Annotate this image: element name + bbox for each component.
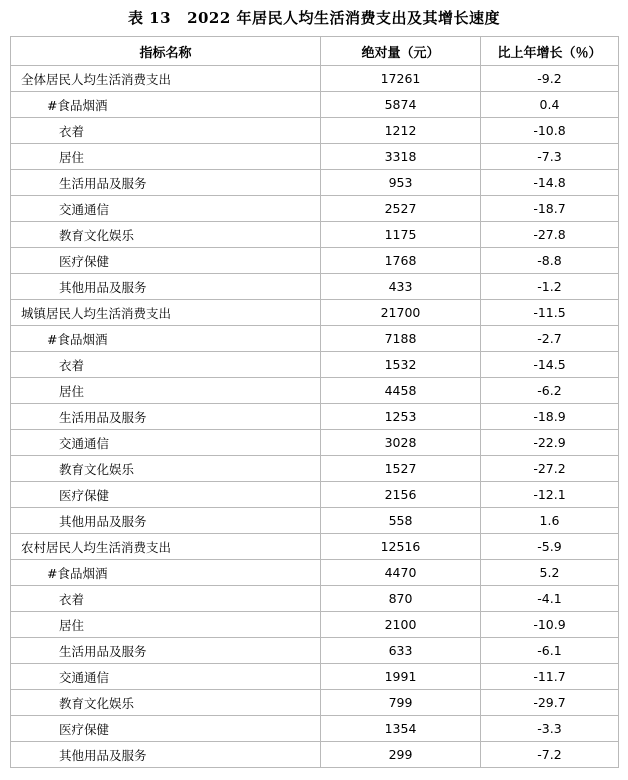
row-growth-value: -22.9 [481,430,619,456]
table-row [11,196,619,222]
table-row [11,664,619,690]
row-growth-value: -18.7 [481,196,619,222]
row-growth-value: -27.8 [481,222,619,248]
table-row [11,144,619,170]
table-row [11,638,619,664]
row-growth-value: -11.5 [481,300,619,326]
table-row [11,326,619,352]
table-title-text: 2022 年居民人均生活消费支出及其增长速度 [187,9,501,27]
row-growth-value: -9.2 [481,66,619,92]
row-growth-value: -14.5 [481,352,619,378]
table-row [11,248,619,274]
row-absolute-value: 5874 [321,92,481,118]
row-absolute-value: 2100 [321,612,481,638]
row-label: 医疗保健 [11,716,321,742]
row-absolute-value: 17261 [321,66,481,92]
page-title [0,0,628,36]
table-row [11,66,619,92]
row-absolute-value: 3318 [321,144,481,170]
row-label: 交通通信 [11,664,321,690]
row-absolute-value: 4470 [321,560,481,586]
table-row [11,404,619,430]
row-growth-value: -6.2 [481,378,619,404]
table-row [11,534,619,560]
row-label: 衣着 [11,118,321,144]
row-growth-value: -1.2 [481,274,619,300]
row-growth-value: -6.1 [481,638,619,664]
row-growth-value: -2.7 [481,326,619,352]
row-label: #食品烟酒 [11,560,321,586]
table-row [11,482,619,508]
row-label: 衣着 [11,586,321,612]
table-row [11,612,619,638]
row-absolute-value: 12516 [321,534,481,560]
row-absolute-value: 870 [321,586,481,612]
table-row [11,118,619,144]
row-label: 居住 [11,612,321,638]
row-label: 其他用品及服务 [11,508,321,534]
row-absolute-value: 299 [321,742,481,768]
table-row [11,352,619,378]
table-row [11,170,619,196]
table-row [11,300,619,326]
row-growth-value: -27.2 [481,456,619,482]
row-growth-value: -10.8 [481,118,619,144]
row-growth-value: 1.6 [481,508,619,534]
row-label: 教育文化娱乐 [11,690,321,716]
row-label: 全体居民人均生活消费支出 [11,66,321,92]
row-absolute-value: 2156 [321,482,481,508]
row-label: 医疗保健 [11,248,321,274]
row-growth-value: -8.8 [481,248,619,274]
row-label: 交通通信 [11,430,321,456]
row-label: 衣着 [11,352,321,378]
row-absolute-value: 21700 [321,300,481,326]
row-label: 其他用品及服务 [11,742,321,768]
row-growth-value: -4.1 [481,586,619,612]
row-label: 生活用品及服务 [11,638,321,664]
row-absolute-value: 4458 [321,378,481,404]
row-label: 教育文化娱乐 [11,456,321,482]
row-growth-value: 0.4 [481,92,619,118]
row-absolute-value: 953 [321,170,481,196]
table-row [11,378,619,404]
row-absolute-value: 1253 [321,404,481,430]
row-label: 居住 [11,378,321,404]
row-growth-value: -12.1 [481,482,619,508]
column-header-growth: 比上年增长（％） [481,37,619,66]
row-absolute-value: 1768 [321,248,481,274]
row-label: 其他用品及服务 [11,274,321,300]
row-growth-value: -18.9 [481,404,619,430]
row-growth-value: -11.7 [481,664,619,690]
column-header-indicator: 指标名称 [11,37,321,66]
table-row [11,560,619,586]
row-label: 医疗保健 [11,482,321,508]
row-absolute-value: 1527 [321,456,481,482]
row-growth-value: -5.9 [481,534,619,560]
row-label: #食品烟酒 [11,326,321,352]
row-growth-value: -7.2 [481,742,619,768]
row-growth-value: -3.3 [481,716,619,742]
row-absolute-value: 1354 [321,716,481,742]
row-absolute-value: 1991 [321,664,481,690]
row-growth-value: -10.9 [481,612,619,638]
row-absolute-value: 1212 [321,118,481,144]
table-number: 表 13 [127,9,172,27]
table-row [11,456,619,482]
row-absolute-value: 1532 [321,352,481,378]
table-header-row [11,37,619,66]
row-absolute-value: 2527 [321,196,481,222]
row-label: 居住 [11,144,321,170]
row-growth-value: 5.2 [481,560,619,586]
row-label: 农村居民人均生活消费支出 [11,534,321,560]
column-header-absolute: 绝对量（元） [321,37,481,66]
table-row [11,430,619,456]
row-absolute-value: 1175 [321,222,481,248]
row-growth-value: -7.3 [481,144,619,170]
row-growth-value: -14.8 [481,170,619,196]
row-growth-value: -29.7 [481,690,619,716]
row-label: 生活用品及服务 [11,170,321,196]
row-label: 生活用品及服务 [11,404,321,430]
row-label: 城镇居民人均生活消费支出 [11,300,321,326]
table-body [11,66,619,768]
row-label: 教育文化娱乐 [11,222,321,248]
row-label: #食品烟酒 [11,92,321,118]
table-row [11,274,619,300]
row-absolute-value: 433 [321,274,481,300]
table-row [11,92,619,118]
row-absolute-value: 558 [321,508,481,534]
table-row [11,742,619,768]
row-absolute-value: 7188 [321,326,481,352]
row-absolute-value: 799 [321,690,481,716]
table-row [11,508,619,534]
consumption-expenditure-table [10,36,619,768]
row-absolute-value: 3028 [321,430,481,456]
row-label: 交通通信 [11,196,321,222]
table-row [11,222,619,248]
table-row [11,690,619,716]
table-row [11,716,619,742]
table-row [11,586,619,612]
row-absolute-value: 633 [321,638,481,664]
